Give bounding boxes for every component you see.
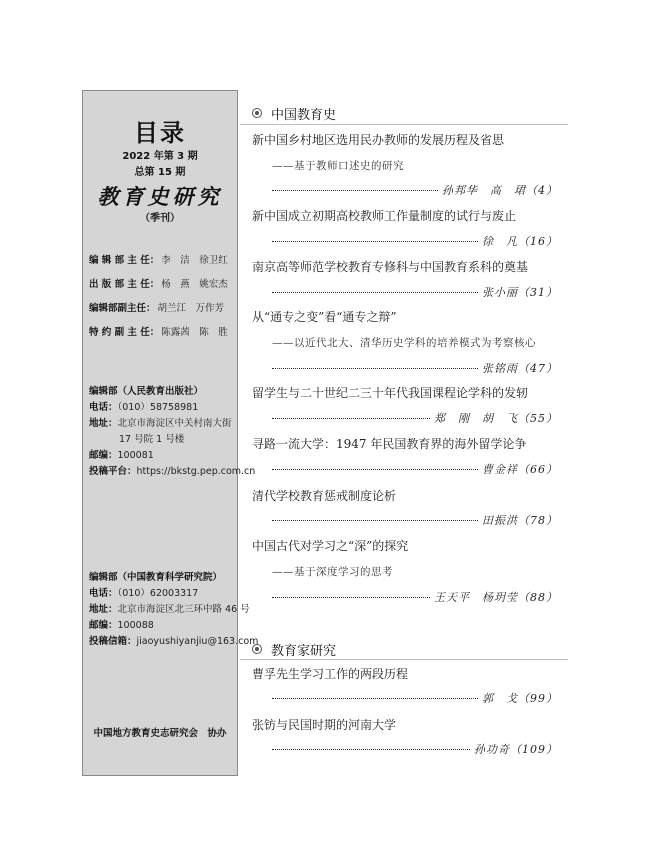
postcode-row: 邮编：100088 <box>89 620 154 631</box>
address-row: 地址：北京市海淀区中关村南大街 <box>89 418 232 429</box>
article-title[interactable]: 南京高等师范学校教育专修科与中国教育系科的奠基 <box>252 260 529 274</box>
article-author-page: 徐 凡（16） <box>478 233 558 249</box>
bullet-ring-icon <box>252 108 262 118</box>
article-subtitle: ——基于教师口述史的研究 <box>272 160 404 172</box>
address: 北京市海淀区中关村南大街 <box>117 418 232 429</box>
editorial-office-nies <box>89 571 259 651</box>
toc-leader <box>272 690 558 704</box>
staff-role: 编 辑 部 主 任： <box>89 255 160 266</box>
office-name: 编辑部（人民教育出版社） <box>89 386 204 397</box>
staff-role: 特 约 副 主 任： <box>89 327 160 338</box>
phone-number: （010）62003317 <box>117 588 199 599</box>
toc-leader <box>272 360 558 374</box>
address-row: 地址：北京市海淀区北三环中路 46 号 <box>89 604 250 615</box>
toc-leader <box>272 589 558 603</box>
toc-leader <box>272 741 558 755</box>
staff-row <box>89 300 239 314</box>
article-author-page: 张小丽（31） <box>478 284 558 300</box>
phone-row: 电话：（010）58758981 <box>89 402 199 413</box>
submission-platform-link[interactable]: https://bkstg.pep.com.cn <box>136 466 256 477</box>
office-name: 编辑部（中国教育科学研究院） <box>89 572 223 583</box>
submission-email-link[interactable]: jiaoyushiyanjiu@163.com <box>136 636 259 647</box>
toc-leader <box>272 284 558 298</box>
article-subtitle: ——基于深度学习的思考 <box>272 566 393 578</box>
postcode: 100088 <box>117 620 154 631</box>
address: 北京市海淀区北三环中路 46 号 <box>117 604 250 615</box>
submission-platform-row: 投稿平台：https://bkstg.pep.com.cn <box>89 466 256 477</box>
article-author-page: 张铭雨（47） <box>478 360 558 376</box>
postcode-row: 邮编：100081 <box>89 450 154 461</box>
section-heading: 中国教育史 <box>252 104 336 123</box>
toc-leader <box>272 461 558 475</box>
article-author-page: 郑 刚 胡 飞（55） <box>430 410 558 426</box>
article-author-page: 孙功奇（109） <box>470 741 558 757</box>
co-organizer: 中国地方教育史志研究会 协办 <box>93 728 227 739</box>
section-divider <box>240 124 568 125</box>
staff-row <box>89 252 239 266</box>
postcode: 100081 <box>117 450 154 461</box>
article-title[interactable]: 新中国乡村地区选用民办教师的发展历程及省思 <box>252 133 505 147</box>
article-author-page: 王天平 杨玥莹（88） <box>430 589 558 605</box>
staff-row <box>89 276 239 290</box>
article-title[interactable]: 留学生与二十世纪二三十年代我国课程论学科的发轫 <box>252 386 529 400</box>
issue-number: 2022 年第 3 期 <box>122 151 198 162</box>
staff-names: 胡兰江 万作芳 <box>157 303 225 314</box>
article-author-page: 郭 戈（99） <box>478 690 558 706</box>
staff-role: 编辑部副主任： <box>89 303 156 314</box>
article-title[interactable]: 从“通专之变”看“通专之辩” <box>252 310 397 324</box>
total-issue-number: 总第 15 期 <box>134 167 186 178</box>
publication-frequency: （季刊） <box>140 213 180 224</box>
article-subtitle: ——以近代北大、清华历史学科的培养模式为考察核心 <box>272 337 536 349</box>
section-divider <box>240 659 568 660</box>
article-title[interactable]: 清代学校教育惩戒制度论析 <box>252 489 397 503</box>
toc-leader <box>272 410 558 424</box>
section-heading: 教育家研究 <box>252 640 336 659</box>
staff-role: 出 版 部 主 任： <box>89 279 160 290</box>
article-title[interactable]: 张钫与民国时期的河南大学 <box>252 718 397 732</box>
contents-heading: 目录 <box>134 118 186 147</box>
address-row-continued: 17 号院 1 号楼 <box>119 434 185 445</box>
staff-names: 杨 燕 姚宏杰 <box>161 279 228 290</box>
toc-leader <box>272 182 558 196</box>
journal-title: 教育史研究 <box>97 184 223 209</box>
phone-row: 电话：（010）62003317 <box>89 588 199 599</box>
editorial-office-pep <box>89 385 256 481</box>
toc-leader <box>272 233 558 247</box>
staff-names: 陈露茜 陈 胜 <box>161 327 228 338</box>
toc-leader <box>272 512 558 526</box>
article-title[interactable]: 新中国成立初期高校教师工作量制度的试行与废止 <box>252 209 517 223</box>
staff-row <box>89 324 239 338</box>
article-author-page: 孙邦华 高 珺（4） <box>438 182 558 198</box>
masthead-panel <box>82 90 259 776</box>
submission-email-row: 投稿信箱：jiaoyushiyanjiu@163.com <box>89 636 259 647</box>
article-author-page: 田振洪（78） <box>478 512 558 528</box>
article-title[interactable]: 寻路一流大学：1947 年民国教育界的海外留学论争 <box>252 437 527 451</box>
phone-number: （010）58758981 <box>117 402 199 413</box>
article-title[interactable]: 中国古代对学习之“深”的探究 <box>252 539 409 553</box>
article-title[interactable]: 曹孚先生学习工作的两段历程 <box>252 667 409 681</box>
article-author-page: 曹金祥（66） <box>478 461 558 477</box>
staff-names: 李 洁 徐卫红 <box>161 255 228 266</box>
bullet-ring-icon <box>252 644 262 654</box>
